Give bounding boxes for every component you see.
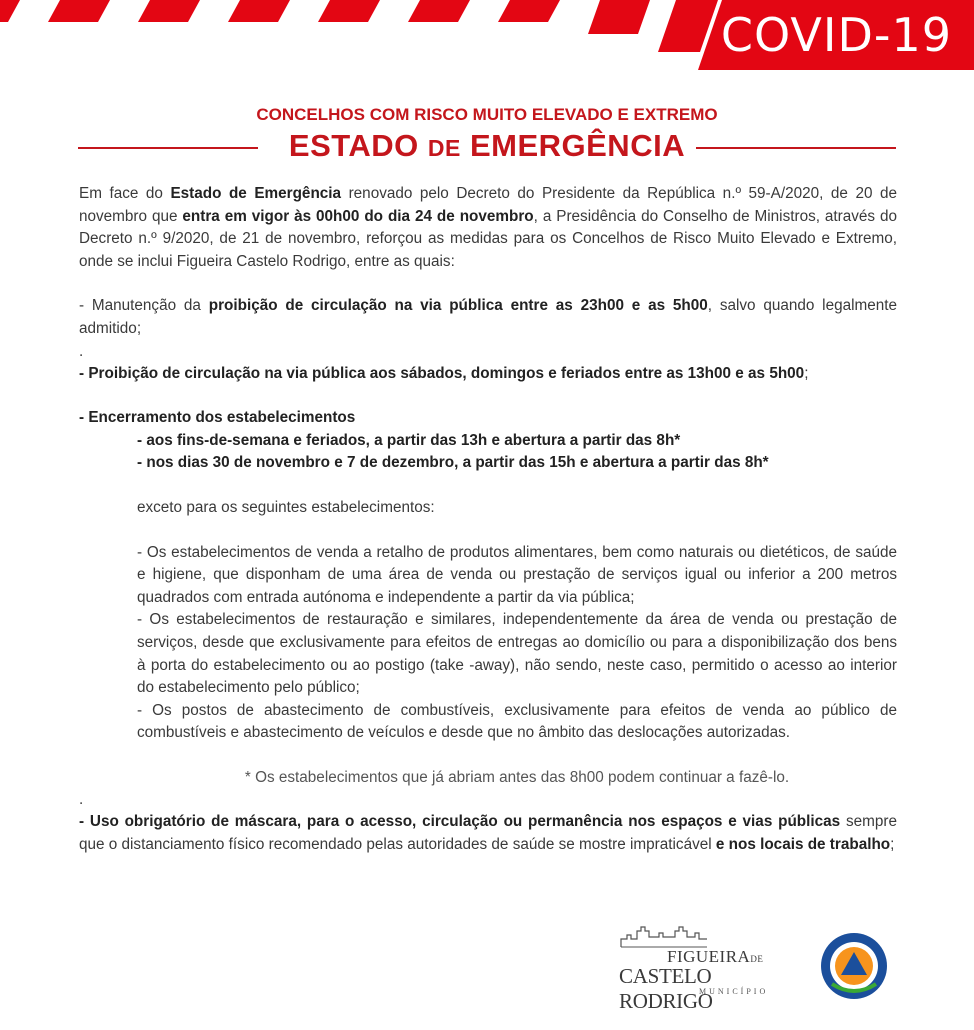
intro-bold-2: entra em vigor às 00h00 do dia 24 de novembro [182,207,534,225]
measure-closure-title-text: - Encerramento dos estabelecimentos [79,409,356,427]
intro-text-2: renovado pelo Decreto do Presidente da República n.º 59-A/2020, de 20 de novembro que [79,185,897,225]
measure-masks-bold-1: - Uso obrigatório de máscara, para o acesso, circulação ou permanência nos espaços e vias públicas [79,813,841,831]
covid-banner-label: COVID-19 [720,8,952,62]
municipality-name-line2: CASTELO RODRIGO [619,964,713,1013]
title-part-estado: ESTADO [288,128,428,163]
closure-item [79,452,897,475]
separator-dot: . [79,791,84,809]
measure-masks-bold-2: e nos locais de trabalho [715,836,891,854]
closure-item-holidays: - nos dias 30 de novembro e 7 de dezembro, a partir das 15h e abertura a partir das 8h* [137,454,769,472]
measure-curfew-text-2: , salvo quando legalmente admitido; [79,297,898,337]
document-body [79,183,897,857]
title-part-emergencia: EMERGÊNCIA [460,128,686,163]
title-part-de: DE [427,135,461,161]
spacer [79,385,897,407]
title-rule-right [696,147,896,149]
measure-curfew [79,295,897,340]
municipality-name-de: DE [750,954,764,964]
spacer [79,745,897,767]
measure-masks-text-1: sempre que o distanciamento físico recomendado pelas autoridades de saúde se mostre impraticável [79,813,897,854]
page-title [78,128,896,164]
municipality-name-figueira: FIGUEIRA [667,947,751,966]
exceptions-label: exceto para os seguintes estabelecimentos: [137,498,435,516]
measure-curfew-bold: proibição de circulação na via pública entre as 23h00 e as 5h00 [208,297,708,315]
measure-closure-title [79,407,897,430]
spacer [79,273,897,295]
exception-item-fuel-stations: - Os postos de abastecimento de combustíveis, exclusivamente para efeitos de venda ao público de combustíveis e abastecimento de veículos e desde que no âmbito das deslocações autorizadas. [137,701,897,742]
castle-outline-icon [619,925,709,949]
measure-masks [79,811,897,856]
measure-weekend-ban-text: ; [804,364,809,382]
measure-curfew-text-1: - Manutenção da [79,297,209,315]
spacer [79,520,897,542]
exception-item-food-retail: - Os estabelecimentos de venda a retalho de produtos alimentares, bem como naturais ou dietéticos, de saúde e higiene, que disponham de uma área de venda ou prestação de serviços igual ou inferior a 200 metros quadrados com entrada autónoma e independente a partir da via pública; [137,543,897,606]
municipality-logo [615,925,805,1013]
closure-item-weekends: - aos fins-de-semana e feriados, a partir das 13h e abertura a partir das 8h* [137,431,681,449]
intro-paragraph [79,183,897,273]
measure-weekend-ban [79,363,897,386]
exception-item-restaurants: - Os estabelecimentos de restauração e similares, independentemente da área de venda ou prestação de serviços, desde que exclusivamente para efeitos de entregas ao domicílio ou para a disponibilização dos bens à porta do estabelecimento ou ao postigo (take -away), não sendo, neste caso, permitido o acesso ao interior do estabelecimento pelo público; [137,611,897,697]
measure-masks-text-2: ; [890,836,895,854]
intro-text-1: Em face do [79,185,171,202]
separator-dot: . [79,342,84,360]
intro-text-3: , a Presidência do Conselho de Ministros, através do Decreto n.º 9/2020, de 21 de novembro, reforçou as medidas para os Concelhos de Risco Muito Elevado e Extremo, onde se inclui Figueira Castelo Rodrigo, entre as quais: [79,207,898,270]
municipality-label: MUNICÍPIO [699,987,769,996]
closure-item [79,430,897,453]
civil-protection-emblem-icon [820,932,888,1000]
page-title-row [78,128,896,168]
spacer [79,475,897,497]
intro-bold-1: Estado de Emergência [170,185,342,202]
closure-footnote: * Os estabelecimentos que já abriam antes das 8h00 podem continuar a fazê-lo. [244,768,790,786]
page-subtitle: CONCELHOS COM RISCO MUITO ELEVADO E EXTREMO [256,105,718,124]
measure-weekend-ban-bold: - Proibição de circulação na via pública aos sábados, domingos e feriados entre as 13h00 e as 5h00 [79,364,805,382]
